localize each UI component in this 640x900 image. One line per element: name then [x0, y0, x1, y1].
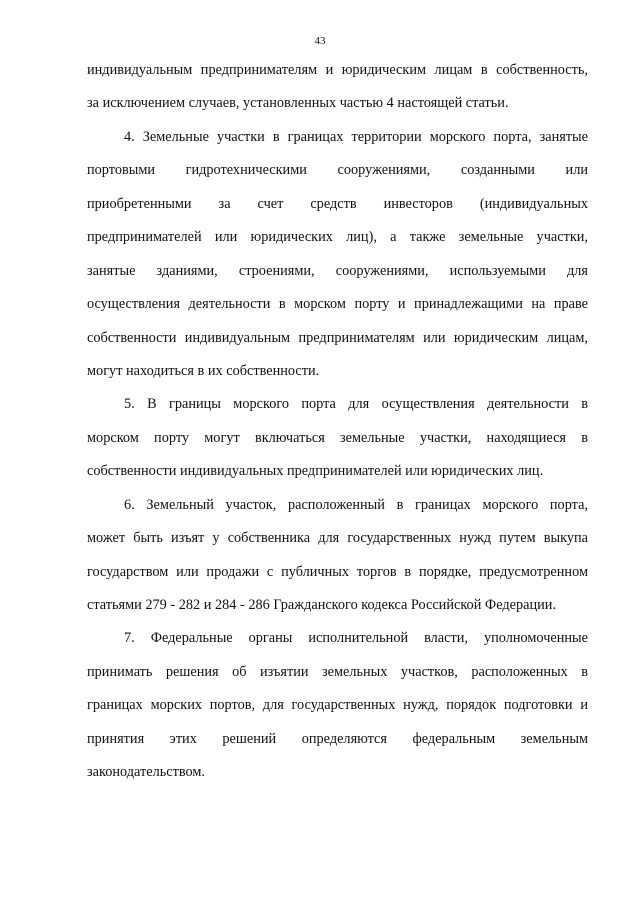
document-body: [87, 54, 588, 790]
text-line: предпринимателей или юридических лиц), а также земельные участки,: [87, 229, 588, 246]
text-line: осуществления деятельности в морском порту и принадлежащими на праве: [87, 296, 588, 313]
clause-5-first-line: 5. В границы морского порта для осуществления деятельности в: [124, 396, 588, 413]
text-line: портовыми гидротехническими сооружениями, созданными или: [87, 162, 588, 179]
clause-4-first-line: 4. Земельные участки в границах территории морского порта, занятые: [124, 128, 588, 145]
clause-7-first-line: 7. Федеральные органы исполнительной власти, уполномоченные: [124, 630, 588, 647]
text-line: собственности индивидуальным предпринимателям или юридическим лицам,: [87, 329, 588, 346]
text-line: статьями 279 - 282 и 284 - 286 Гражданского кодекса Российской Федерации.: [87, 597, 557, 613]
text-line: может быть изъят у собственника для государственных нужд путем выкупа: [87, 530, 588, 547]
text-line: за исключением случаев, установленных частью 4 настоящей статьи.: [87, 95, 509, 112]
text-line: занятые зданиями, строениями, сооружениями, используемыми для: [87, 262, 588, 279]
text-line: собственности индивидуальных предпринимателей или юридических лиц.: [87, 463, 544, 480]
text-line: государством или продажи с публичных торгов в порядке, предусмотренном: [87, 563, 588, 580]
text-line: принимать решения об изъятии земельных участков, расположенных в: [87, 663, 588, 680]
text-line: могут находиться в их собственности.: [87, 362, 320, 379]
page-number: 43: [314, 35, 326, 47]
text-line: принятия этих решений определяются федеральным земельным: [87, 730, 588, 747]
clause-6-first-line: 6. Земельный участок, расположенный в границах морского порта,: [124, 496, 588, 513]
text-line: приобретенными за счет средств инвесторов (индивидуальных: [87, 195, 588, 212]
text-line: морском порту могут включаться земельные участки, находящиеся в: [87, 429, 588, 446]
text-line: границах морских портов, для государственных нужд, порядок подготовки и: [87, 697, 588, 714]
text-line: индивидуальным предпринимателям и юридическим лицам в собственность,: [87, 62, 588, 78]
text-line: законодательством.: [87, 764, 205, 781]
